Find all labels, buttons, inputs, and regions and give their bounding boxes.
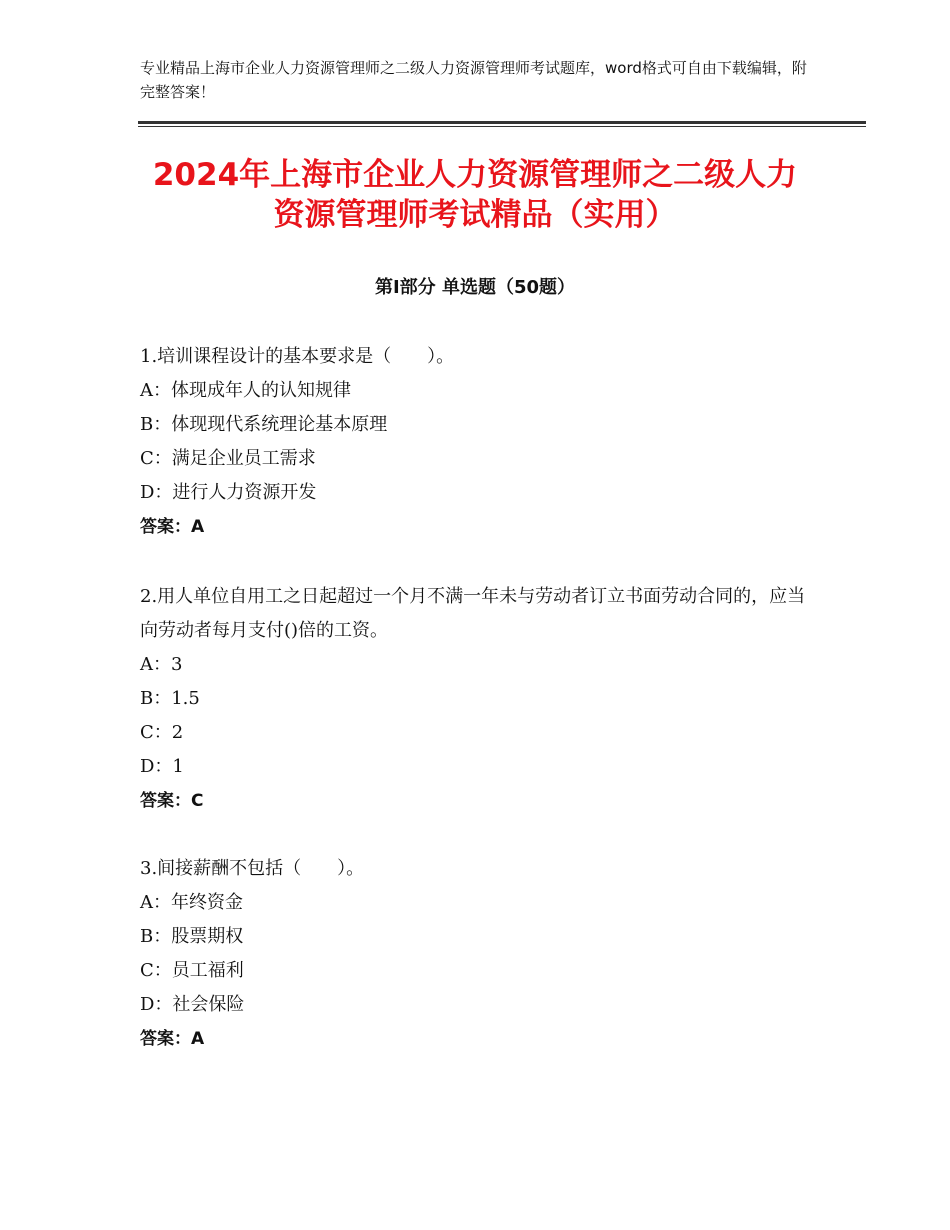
option-b: B：1.5 [140,688,200,709]
header-note: 专业精品上海市企业人力资源管理师之二级人力资源管理师考试题库，word格式可自由下载编辑，附完整答案！ [140,59,807,101]
section-title: 第I部分 单选题（50题） [374,277,575,298]
option-c: C：2 [140,722,184,743]
option-c: C：员工福利 [140,960,244,981]
option-a: A：年终资金 [140,892,243,913]
question-stem: 2.用人单位自用工之日起超过一个月不满一年未与劳动者订立书面劳动合同的，应当向劳动者每月支付()倍的工资。 [140,586,806,641]
question-stem: 3.间接薪酬不包括（ ）。 [140,858,365,879]
answer: 答案：A [140,1029,205,1049]
option-d: D：社会保险 [140,994,245,1015]
option-a: A：3 [140,654,183,675]
option-b: B：体现现代系统理论基本原理 [140,414,388,435]
answer: 答案：C [140,791,204,811]
header-rule-thick [138,121,866,124]
option-c: C：满足企业员工需求 [140,448,316,469]
option-b: B：股票期权 [140,926,244,947]
option-a: A：体现成年人的认知规律 [140,380,351,401]
question-stem: 1.培训课程设计的基本要求是（ ）。 [140,346,455,367]
option-d: D：进行人力资源开发 [140,482,317,503]
header-rule-thin [138,126,866,127]
answer: 答案：A [140,517,205,537]
option-d: D：1 [140,756,184,777]
question-1 [140,340,810,544]
document-title: 2024年上海市企业人力资源管理师之二级人力资源管理师考试精品（实用） [152,157,798,233]
question-3 [140,852,810,1056]
question-2 [140,580,810,818]
